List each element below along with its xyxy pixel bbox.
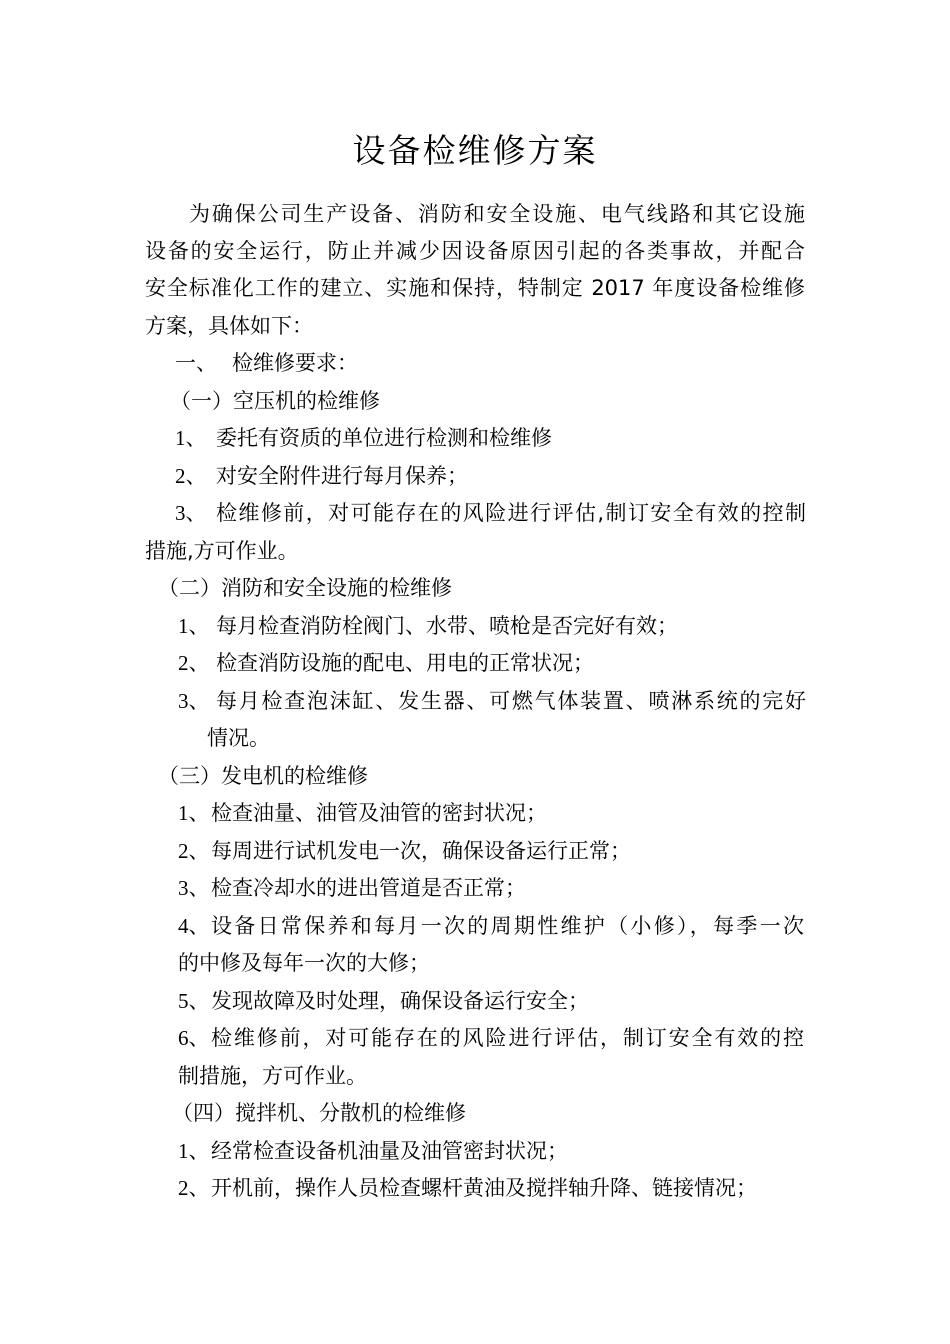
part-3-item-6-continued: 制措施，方可作业。 xyxy=(178,1064,367,1088)
part-4-heading: （四）搅拌机、分散机的检维修 xyxy=(172,1101,466,1125)
part-1-item-3-text: 检维修前，对可能存在的风险进行评估,制订安全有效的控制 xyxy=(216,501,806,525)
part-3-item-6-text: 检维修前，对可能存在的风险进行评估，制订安全有效的控 xyxy=(211,1026,804,1050)
part-3-item-4-number: 4、 xyxy=(178,914,210,938)
part-2-item-3-continued: 情况。 xyxy=(207,726,270,750)
part-3-item-5-number: 5、 xyxy=(178,989,210,1013)
part-2-item-3-text: 每月检查泡沫缸、发生器、可燃气体装置、喷淋系统的完好 xyxy=(216,689,806,713)
part-2-item-1-text: 每月检查消防栓阀门、水带、喷枪是否完好有效； xyxy=(216,614,678,638)
part-1-item-2-number: 2、 xyxy=(175,464,207,488)
part-1-item-1-number: 1、 xyxy=(175,426,207,450)
part-3-item-1-number: 1、 xyxy=(178,801,210,825)
part-1-item-2-text: 对安全附件进行每月保养； xyxy=(216,464,468,488)
document-title: 设备检维修方案 xyxy=(352,131,598,170)
part-3-item-5-text: 发现故障及时处理，确保设备运行安全； xyxy=(211,989,589,1013)
part-2-item-2-number: 2、 xyxy=(178,651,210,675)
part-3-item-3-text: 检查冷却水的进出管道是否正常； xyxy=(211,876,526,900)
part-2-item-2-text: 检查消防设施的配电、用电的正常状况； xyxy=(216,651,594,675)
part-1-item-1-text: 委托有资质的单位进行检测和检维修 xyxy=(216,426,552,450)
part-2-heading: （二）消防和安全设施的检维修 xyxy=(158,576,452,600)
part-3-item-4-continued: 的中修及每年一次的大修； xyxy=(178,951,430,975)
part-4-item-2-text: 开机前，操作人员检查螺杆黄油及搅拌轴升降、链接情况； xyxy=(211,1176,757,1200)
part-3-item-6-number: 6、 xyxy=(178,1026,210,1050)
intro-line-4: 方案，具体如下： xyxy=(145,314,313,338)
part-3-item-2-text: 每周进行试机发电一次，确保设备运行正常； xyxy=(211,839,631,863)
intro-line-1: 为确保公司生产设备、消防和安全设施、电气线路和其它设施 xyxy=(189,202,805,226)
part-2-item-1-number: 1、 xyxy=(178,614,210,638)
part-4-item-1-number: 1、 xyxy=(178,1139,210,1163)
part-1-item-3-continued: 措施,方可作业。 xyxy=(145,539,299,563)
part-1-item-3-number: 3、 xyxy=(175,501,207,525)
part-4-item-1-text: 经常检查设备机油量及油管密封状况； xyxy=(211,1139,568,1163)
part-4-item-2-number: 2、 xyxy=(178,1176,210,1200)
part-3-item-2-number: 2、 xyxy=(178,839,210,863)
part-3-item-4-text: 设备日常保养和每月一次的周期性维护（小修），每季一次 xyxy=(211,914,804,938)
part-3-heading: （三）发电机的检维修 xyxy=(158,764,368,788)
intro-line-2: 设备的安全运行，防止并减少因设备原因引起的各类事故，并配合 xyxy=(145,239,805,263)
part-1-heading: （一）空压机的检维修 xyxy=(170,389,380,413)
section-1-heading: 检维修要求： xyxy=(232,351,358,375)
part-3-item-1-text: 检查油量、油管及油管的密封状况； xyxy=(211,801,547,825)
part-3-item-3-number: 3、 xyxy=(178,876,210,900)
section-1-number: 一、 xyxy=(175,351,217,375)
intro-line-3: 安全标准化工作的建立、实施和保持，特制定 2017 年度设备检维修 xyxy=(145,276,805,300)
part-2-item-3-number: 3、 xyxy=(178,689,210,713)
